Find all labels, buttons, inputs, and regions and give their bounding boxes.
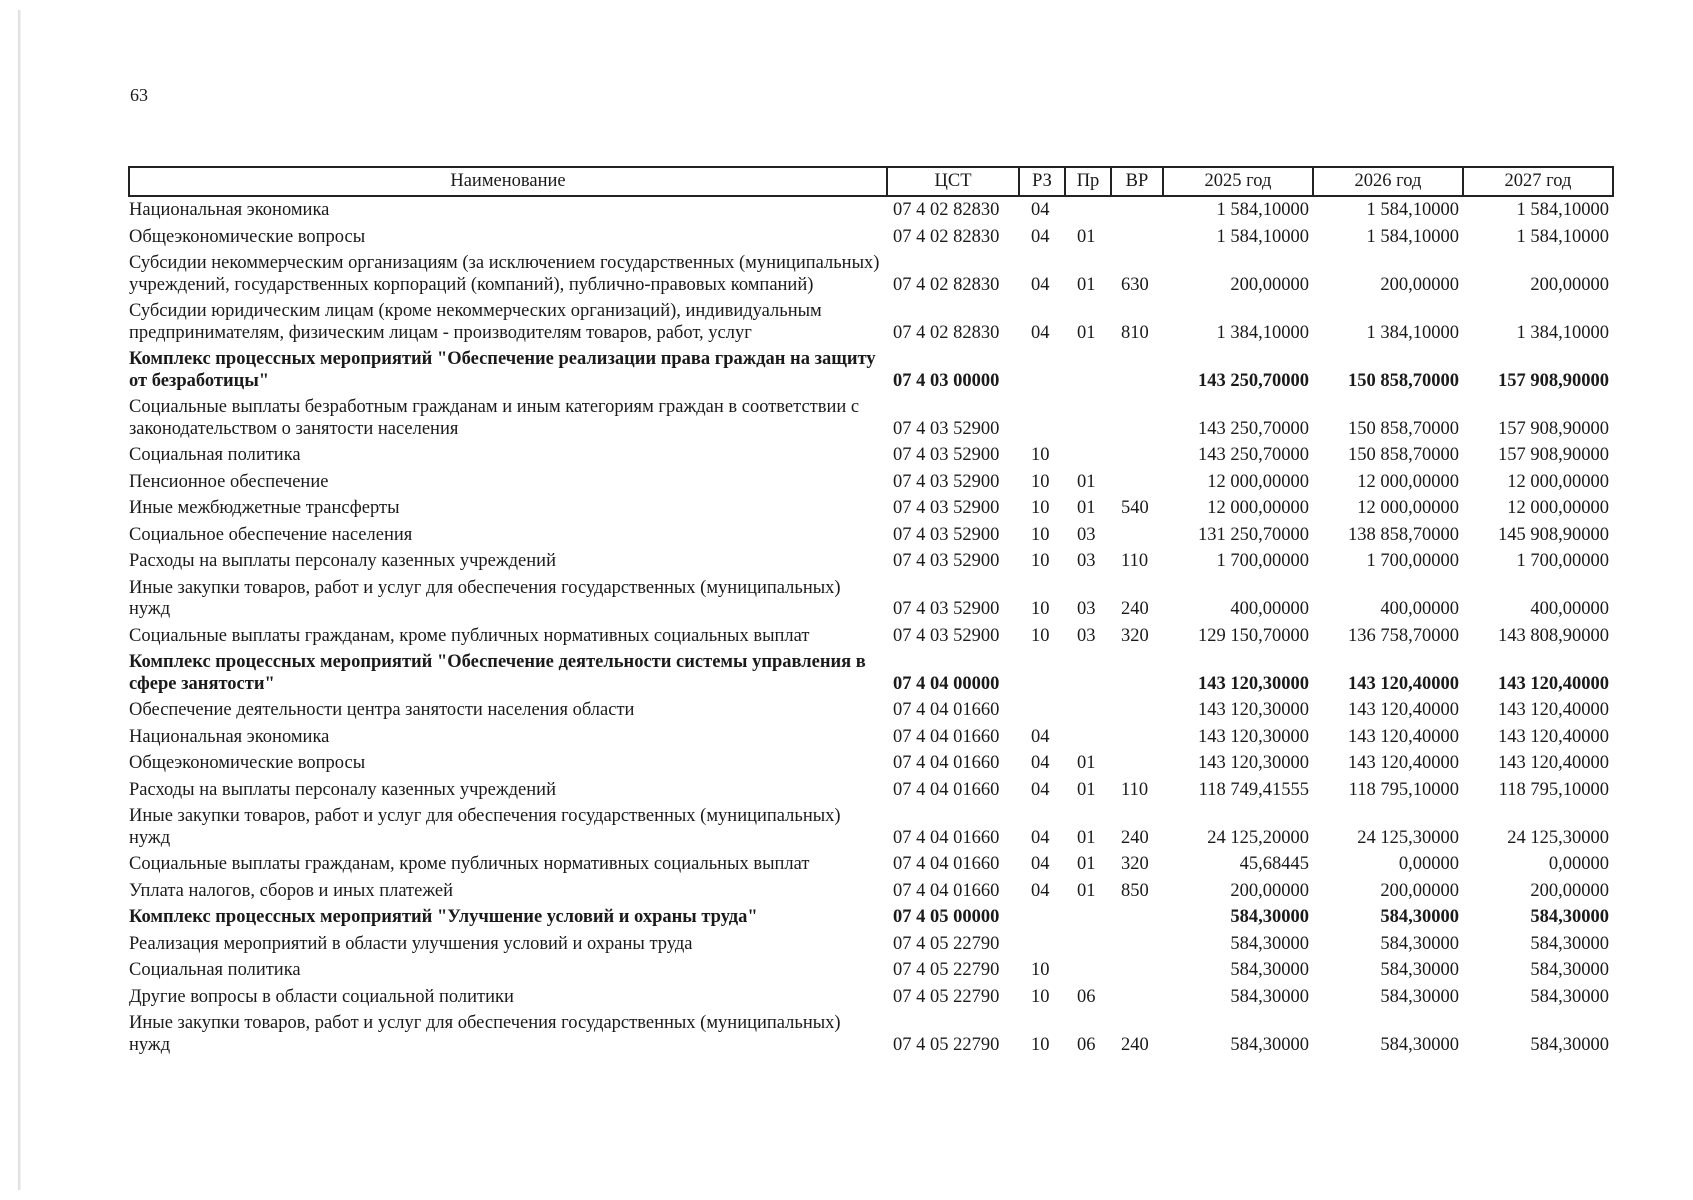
row-2025: 584,30000: [1230, 1034, 1309, 1055]
row-rz: [1019, 649, 1065, 697]
row-pr: 03: [1077, 625, 1096, 646]
table-row: [129, 984, 1613, 1011]
table-row: [129, 1010, 1613, 1058]
row-2027: 118 795,10000: [1498, 779, 1609, 800]
page-binding-edge: [18, 10, 21, 1190]
row-vr: 810: [1121, 322, 1149, 343]
row-cst: 07 4 05 22790: [893, 1034, 1000, 1055]
row-2026: 584,30000: [1380, 933, 1459, 954]
row-name: Комплекс процессных мероприятий "Улучшение условий и охраны труда": [129, 907, 758, 927]
table-row: [129, 575, 1613, 623]
row-pr: [1065, 196, 1111, 224]
row-name: Общеэкономические вопросы: [129, 753, 366, 773]
row-cst: 07 4 05 22790: [893, 986, 1000, 1007]
row-vr: [1111, 750, 1163, 777]
row-rz: [1019, 394, 1065, 442]
header-2027: 2027 год: [1463, 167, 1613, 196]
row-pr: [1065, 724, 1111, 751]
table-row: [129, 957, 1613, 984]
table-row: [129, 777, 1613, 804]
row-2026: 1 584,10000: [1366, 200, 1459, 220]
row-2025: 24 125,20000: [1207, 827, 1309, 848]
table-row: [129, 250, 1613, 298]
row-2025: 584,30000: [1230, 907, 1309, 927]
row-vr: [1111, 469, 1163, 496]
row-cst: 07 4 05 22790: [893, 960, 1000, 980]
row-name: Социальное обеспечение населения: [129, 524, 413, 545]
row-name: Комплекс процессных мероприятий "Обеспечение реализации права граждан на защиту от безработицы": [129, 349, 876, 391]
row-2025: 143 120,30000: [1198, 700, 1309, 720]
row-2025: 12 000,00000: [1207, 471, 1309, 492]
row-cst: 07 4 02 82830: [893, 200, 1000, 220]
row-rz: [1019, 904, 1065, 931]
row-2025: 143 250,70000: [1198, 445, 1309, 465]
row-vr: 240: [1121, 599, 1149, 619]
row-2027: 143 808,90000: [1498, 625, 1609, 646]
row-cst: 07 4 04 01660: [893, 726, 1000, 747]
table-row: [129, 224, 1613, 251]
row-pr: [1065, 931, 1111, 958]
row-cst: 07 4 03 52900: [893, 471, 1000, 492]
row-cst: 07 4 03 52900: [893, 599, 1000, 619]
row-2026: 143 120,40000: [1348, 673, 1459, 694]
row-2027: 0,00000: [1548, 854, 1609, 874]
row-2025: 200,00000: [1230, 880, 1309, 901]
row-rz: 10: [1031, 960, 1050, 980]
row-cst: 07 4 04 01660: [893, 854, 1000, 874]
row-pr: 01: [1077, 322, 1096, 343]
row-2025: 143 120,30000: [1198, 726, 1309, 747]
row-cst: 07 4 04 01660: [893, 779, 1000, 800]
row-cst: 07 4 04 00000: [893, 673, 1000, 694]
row-rz: 10: [1031, 986, 1050, 1007]
row-2027: 584,30000: [1530, 1034, 1609, 1055]
row-2027: 400,00000: [1530, 599, 1609, 619]
row-2027: 143 120,40000: [1498, 753, 1609, 773]
table-row: [129, 522, 1613, 549]
row-pr: 06: [1077, 986, 1096, 1007]
table-row: [129, 442, 1613, 469]
row-cst: 07 4 05 00000: [893, 907, 1000, 927]
row-rz: 10: [1031, 1034, 1050, 1055]
header-vr: ВР: [1111, 167, 1163, 196]
row-2026: 150 858,70000: [1348, 418, 1459, 439]
row-2025: 1 700,00000: [1216, 551, 1309, 571]
row-2025: 129 150,70000: [1198, 625, 1309, 646]
row-name: Иные межбюджетные трансферты: [129, 498, 400, 518]
row-pr: [1065, 649, 1111, 697]
table-row: [129, 904, 1613, 931]
table-row: [129, 649, 1613, 697]
row-vr: [1111, 904, 1163, 931]
row-rz: [1019, 697, 1065, 724]
row-name: Комплекс процессных мероприятий "Обеспечение деятельности системы управления в сфере занятости": [129, 652, 866, 694]
row-name: Уплата налогов, сборов и иных платежей: [129, 880, 454, 901]
table-row: [129, 750, 1613, 777]
table-row: [129, 931, 1613, 958]
row-vr: 110: [1121, 779, 1149, 800]
row-2026: 0,00000: [1398, 854, 1459, 874]
row-cst: 07 4 03 00000: [893, 370, 1000, 391]
row-2027: 1 584,10000: [1516, 200, 1609, 220]
row-rz: 04: [1031, 880, 1050, 901]
header-2026: 2026 год: [1313, 167, 1463, 196]
row-2026: 12 000,00000: [1357, 471, 1459, 492]
row-cst: 07 4 03 52900: [893, 524, 1000, 545]
row-2025: 400,00000: [1230, 599, 1309, 619]
header-pr: Пр: [1065, 167, 1111, 196]
row-2025: 143 120,30000: [1198, 673, 1309, 694]
row-2027: 157 908,90000: [1498, 370, 1609, 391]
row-pr: [1065, 346, 1111, 394]
row-cst: 07 4 03 52900: [893, 551, 1000, 571]
table-header: [129, 167, 1613, 196]
row-name: Расходы на выплаты персоналу казенных учреждений: [129, 779, 556, 800]
row-2026: 1 584,10000: [1366, 226, 1459, 247]
row-name: Обеспечение деятельности центра занятости населения области: [129, 700, 635, 720]
row-rz: 04: [1031, 827, 1050, 848]
row-pr: 01: [1077, 779, 1096, 800]
table-body: [129, 196, 1613, 1058]
row-cst: 07 4 04 01660: [893, 827, 1000, 848]
row-vr: [1111, 522, 1163, 549]
row-rz: 10: [1031, 445, 1050, 465]
row-2025: 584,30000: [1230, 986, 1309, 1007]
row-2026: 136 758,70000: [1348, 625, 1459, 646]
row-pr: [1065, 394, 1111, 442]
row-2025: 200,00000: [1230, 274, 1309, 295]
row-2025: 12 000,00000: [1207, 498, 1309, 518]
row-2025: 118 749,41555: [1198, 779, 1309, 800]
row-cst: 07 4 02 82830: [893, 274, 1000, 295]
row-2027: 1 584,10000: [1516, 226, 1609, 247]
row-2026: 584,30000: [1380, 960, 1459, 980]
row-2026: 138 858,70000: [1348, 524, 1459, 545]
row-2027: 12 000,00000: [1507, 498, 1609, 518]
row-2027: 12 000,00000: [1507, 471, 1609, 492]
row-rz: 10: [1031, 498, 1050, 518]
row-2026: 150 858,70000: [1348, 445, 1459, 465]
row-name: Иные закупки товаров, работ и услуг для обеспечения государственных (муниципальных) нужд: [129, 1013, 841, 1055]
row-name: Расходы на выплаты персоналу казенных учреждений: [129, 551, 556, 571]
row-vr: 850: [1121, 880, 1149, 901]
row-vr: [1111, 394, 1163, 442]
row-name: Общеэкономические вопросы: [129, 226, 366, 247]
row-2027: 143 120,40000: [1498, 700, 1609, 720]
row-rz: 04: [1031, 726, 1050, 747]
row-vr: 320: [1121, 854, 1149, 874]
row-cst: 07 4 02 82830: [893, 322, 1000, 343]
row-name: Национальная экономика: [129, 200, 330, 220]
row-2026: 150 858,70000: [1348, 370, 1459, 391]
row-2025: 143 250,70000: [1198, 418, 1309, 439]
table-row: [129, 803, 1613, 851]
row-2026: 143 120,40000: [1348, 700, 1459, 720]
row-2025: 584,30000: [1230, 960, 1309, 980]
row-2026: 1 700,00000: [1366, 551, 1459, 571]
row-vr: 110: [1121, 551, 1149, 571]
table-row: [129, 724, 1613, 751]
row-2027: 584,30000: [1530, 986, 1609, 1007]
row-pr: 01: [1077, 274, 1096, 295]
row-2026: 584,30000: [1380, 907, 1459, 927]
row-cst: 07 4 05 22790: [893, 933, 1000, 954]
row-2026: 584,30000: [1380, 1034, 1459, 1055]
row-2027: 584,30000: [1530, 933, 1609, 954]
row-2027: 157 908,90000: [1498, 418, 1609, 439]
table-row: [129, 394, 1613, 442]
row-rz: 04: [1031, 200, 1050, 220]
row-vr: [1111, 346, 1163, 394]
header-2025: 2025 год: [1163, 167, 1313, 196]
row-2025: 45,68445: [1239, 854, 1309, 874]
page-number: 63: [130, 85, 148, 105]
row-2027: 200,00000: [1530, 880, 1609, 901]
row-rz: 10: [1031, 471, 1050, 492]
row-name: Пенсионное обеспечение: [129, 471, 329, 492]
row-2026: 12 000,00000: [1357, 498, 1459, 518]
row-vr: 630: [1121, 274, 1149, 295]
row-rz: 04: [1031, 854, 1050, 874]
row-rz: [1019, 346, 1065, 394]
row-pr: 03: [1077, 551, 1096, 571]
row-name: Социальные выплаты гражданам, кроме публичных нормативных социальных выплат: [129, 625, 810, 646]
row-vr: [1111, 957, 1163, 984]
header-cst: ЦСТ: [887, 167, 1019, 196]
row-cst: 07 4 03 52900: [893, 625, 1000, 646]
row-pr: 01: [1077, 471, 1096, 492]
row-vr: [1111, 649, 1163, 697]
row-vr: 320: [1121, 625, 1149, 646]
row-2026: 400,00000: [1380, 599, 1459, 619]
row-2027: 143 120,40000: [1498, 726, 1609, 747]
row-vr: [1111, 984, 1163, 1011]
row-2025: 143 250,70000: [1198, 370, 1309, 391]
row-name: Субсидии юридическим лицам (кроме некоммерческих организаций), индивидуальным предпринимателям, физическим лицам - производителям товаров, работ, услуг: [129, 301, 822, 343]
row-2027: 157 908,90000: [1498, 445, 1609, 465]
row-name: Социальная политика: [129, 445, 301, 465]
table-row: [129, 851, 1613, 878]
row-rz: 04: [1031, 226, 1050, 247]
row-vr: 540: [1121, 498, 1149, 518]
row-pr: 01: [1077, 753, 1096, 773]
row-name: Социальные выплаты гражданам, кроме публичных нормативных социальных выплат: [129, 854, 810, 874]
row-2027: 143 120,40000: [1498, 673, 1609, 694]
row-cst: 07 4 02 82830: [893, 226, 1000, 247]
row-rz: 10: [1031, 625, 1050, 646]
row-2026: 1 384,10000: [1366, 322, 1459, 343]
row-2027: 584,30000: [1530, 960, 1609, 980]
row-pr: 03: [1077, 599, 1096, 619]
row-pr: [1065, 904, 1111, 931]
row-pr: 01: [1077, 854, 1096, 874]
row-cst: 07 4 03 52900: [893, 498, 1000, 518]
row-cst: 07 4 03 52900: [893, 445, 1000, 465]
row-2025: 1 384,10000: [1216, 322, 1309, 343]
table-row: [129, 548, 1613, 575]
row-cst: 07 4 04 01660: [893, 753, 1000, 773]
row-2025: 131 250,70000: [1198, 524, 1309, 545]
row-2027: 24 125,30000: [1507, 827, 1609, 848]
row-2026: 118 795,10000: [1348, 779, 1459, 800]
table-row: [129, 495, 1613, 522]
row-2027: 145 908,90000: [1498, 524, 1609, 545]
row-2026: 584,30000: [1380, 986, 1459, 1007]
row-name: Иные закупки товаров, работ и услуг для обеспечения государственных (муниципальных) нужд: [129, 806, 841, 848]
row-vr: 240: [1121, 827, 1149, 848]
row-name: Иные закупки товаров, работ и услуг для обеспечения государственных (муниципальных) нужд: [129, 577, 841, 619]
row-vr: [1111, 224, 1163, 251]
row-pr: [1065, 697, 1111, 724]
row-pr: [1065, 957, 1111, 984]
row-name: Реализация мероприятий в области улучшения условий и охраны труда: [129, 933, 693, 954]
row-rz: 10: [1031, 599, 1050, 619]
row-pr: 03: [1077, 524, 1096, 545]
row-vr: [1111, 697, 1163, 724]
row-2026: 200,00000: [1380, 880, 1459, 901]
row-2026: 200,00000: [1380, 274, 1459, 295]
row-2025: 1 584,10000: [1216, 226, 1309, 247]
row-2026: 143 120,40000: [1348, 726, 1459, 747]
row-rz: [1019, 931, 1065, 958]
row-vr: [1111, 196, 1163, 224]
row-2026: 143 120,40000: [1348, 753, 1459, 773]
row-vr: [1111, 442, 1163, 469]
row-cst: 07 4 04 01660: [893, 880, 1000, 901]
row-pr: [1065, 442, 1111, 469]
row-2027: 1 384,10000: [1516, 322, 1609, 343]
row-rz: 04: [1031, 274, 1050, 295]
budget-table: [128, 166, 1614, 1058]
table-row: [129, 623, 1613, 650]
row-cst: 07 4 04 01660: [893, 700, 1000, 720]
row-2026: 24 125,30000: [1357, 827, 1459, 848]
row-name: Субсидии некоммерческим организациям (за исключением государственных (муниципальных) учреждений, государственных корпораций (компаний), публично-правовых компаний): [129, 253, 880, 295]
row-rz: 04: [1031, 779, 1050, 800]
table-row: [129, 298, 1613, 346]
row-cst: 07 4 03 52900: [893, 418, 1000, 439]
row-vr: 240: [1121, 1034, 1149, 1055]
row-pr: 01: [1077, 226, 1096, 247]
header-name: Наименование: [129, 167, 887, 196]
row-pr: 01: [1077, 827, 1096, 848]
row-rz: 04: [1031, 322, 1050, 343]
table-row: [129, 469, 1613, 496]
table-row: [129, 697, 1613, 724]
row-2027: 200,00000: [1530, 274, 1609, 295]
row-vr: [1111, 931, 1163, 958]
row-name: Национальная экономика: [129, 726, 330, 747]
row-2027: 1 700,00000: [1516, 551, 1609, 571]
table-row: [129, 196, 1613, 224]
row-rz: 10: [1031, 551, 1050, 571]
row-name: Социальные выплаты безработным гражданам и иным категориям граждан в соответствии с законодательством о занятости населения: [129, 397, 860, 439]
row-pr: 01: [1077, 880, 1096, 901]
row-2027: 584,30000: [1530, 907, 1609, 927]
row-rz: 10: [1031, 524, 1050, 545]
row-2025: 1 584,10000: [1216, 200, 1309, 220]
table-row: [129, 878, 1613, 905]
header-row: [129, 167, 1613, 196]
row-pr: 01: [1077, 498, 1096, 518]
row-name: Другие вопросы в области социальной политики: [129, 986, 514, 1007]
header-rz: РЗ: [1019, 167, 1065, 196]
row-2025: 584,30000: [1230, 933, 1309, 954]
row-2025: 143 120,30000: [1198, 753, 1309, 773]
row-rz: 04: [1031, 753, 1050, 773]
row-name: Социальная политика: [129, 960, 301, 980]
row-pr: 06: [1077, 1034, 1096, 1055]
row-vr: [1111, 724, 1163, 751]
table-row: [129, 346, 1613, 394]
